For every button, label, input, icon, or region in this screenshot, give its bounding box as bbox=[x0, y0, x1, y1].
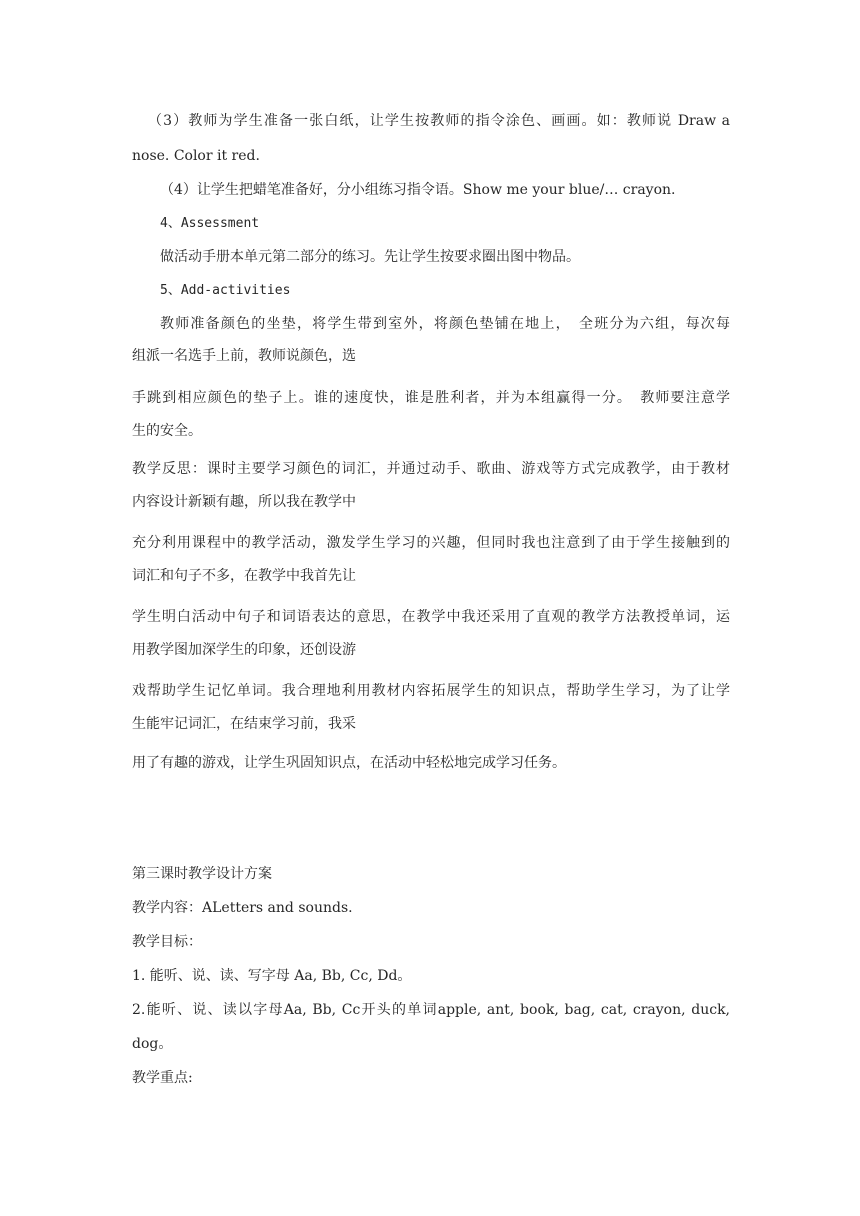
lesson-3-objective-2-line-2: dog。 bbox=[132, 1036, 173, 1052]
reflection-line-3: 充分利用课程中的教学活动，激发学生学习的兴趣，但同时我也注意到了由于学生接触到的 bbox=[132, 535, 730, 551]
lesson-3-content: 教学内容：ALetters and sounds. bbox=[132, 900, 353, 916]
reflection-line-8: 生能牢记词汇，在结束学习前，我采 bbox=[132, 716, 356, 732]
assessment-heading: 4、Assessment bbox=[160, 216, 260, 231]
reflection-line-7: 戏帮助学生记忆单词。我合理地利用教材内容拓展学生的知识点，帮助学生学习，为了让学 bbox=[132, 683, 730, 699]
lesson-3-objective-2-line-1: 2.能听、说、读以字母Aa, Bb, Cc开头的单词apple, ant, book, bag, cat, crayon, duck, bbox=[132, 1002, 730, 1018]
item-3-line-1: （3）教师为学生准备一张白纸，让学生按教师的指令涂色、画画。如：教师说 Draw a bbox=[148, 113, 730, 129]
add-activities-line-2: 组派一名选手上前，教师说颜色，选 bbox=[132, 348, 356, 364]
reflection-line-4: 词汇和句子不多，在教学中我首先让 bbox=[132, 568, 356, 584]
add-activities-line-1: 教师准备颜色的坐垫，将学生带到室外，将颜色垫铺在地上， 全班分为六组，每次每 bbox=[160, 316, 730, 332]
add-activities-line-4: 生的安全。 bbox=[132, 423, 202, 439]
add-activities-line-3: 手跳到相应颜色的垫子上。谁的速度快，谁是胜利者，并为本组赢得一分。 教师要注意学 bbox=[132, 390, 730, 406]
reflection-line-1: 教学反思：课时主要学习颜色的词汇，并通过动手、歌曲、游戏等方式完成教学，由于教材 bbox=[132, 461, 730, 477]
reflection-line-6: 用教学图加深学生的印象，还创设游 bbox=[132, 642, 356, 658]
reflection-line-2: 内容设计新颖有趣，所以我在教学中 bbox=[132, 494, 356, 510]
add-activities-heading: 5、Add-activities bbox=[160, 283, 291, 298]
reflection-line-5: 学生明白活动中句子和词语表达的意思，在教学中我还采用了直观的教学方法教授单词，运 bbox=[132, 609, 730, 625]
item-4-text: （4）让学生把蜡笔准备好，分小组练习指令语。Show me your blue/… crayon. bbox=[160, 182, 676, 198]
item-3-line-2: nose. Color it red. bbox=[132, 148, 260, 164]
reflection-line-9: 用了有趣的游戏，让学生巩固知识点，在活动中轻松地完成学习任务。 bbox=[132, 755, 566, 771]
lesson-3-objectives-label: 教学目标： bbox=[132, 934, 202, 950]
lesson-3-objective-1: 1. 能听、说、读、写字母 Aa, Bb, Cc, Dd。 bbox=[132, 968, 412, 984]
lesson-3-key-points-label: 教学重点: bbox=[132, 1070, 193, 1086]
assessment-text: 做活动手册本单元第二部分的练习。先让学生按要求圈出图中物品。 bbox=[160, 249, 580, 265]
lesson-3-title: 第三课时教学设计方案 bbox=[132, 866, 272, 882]
